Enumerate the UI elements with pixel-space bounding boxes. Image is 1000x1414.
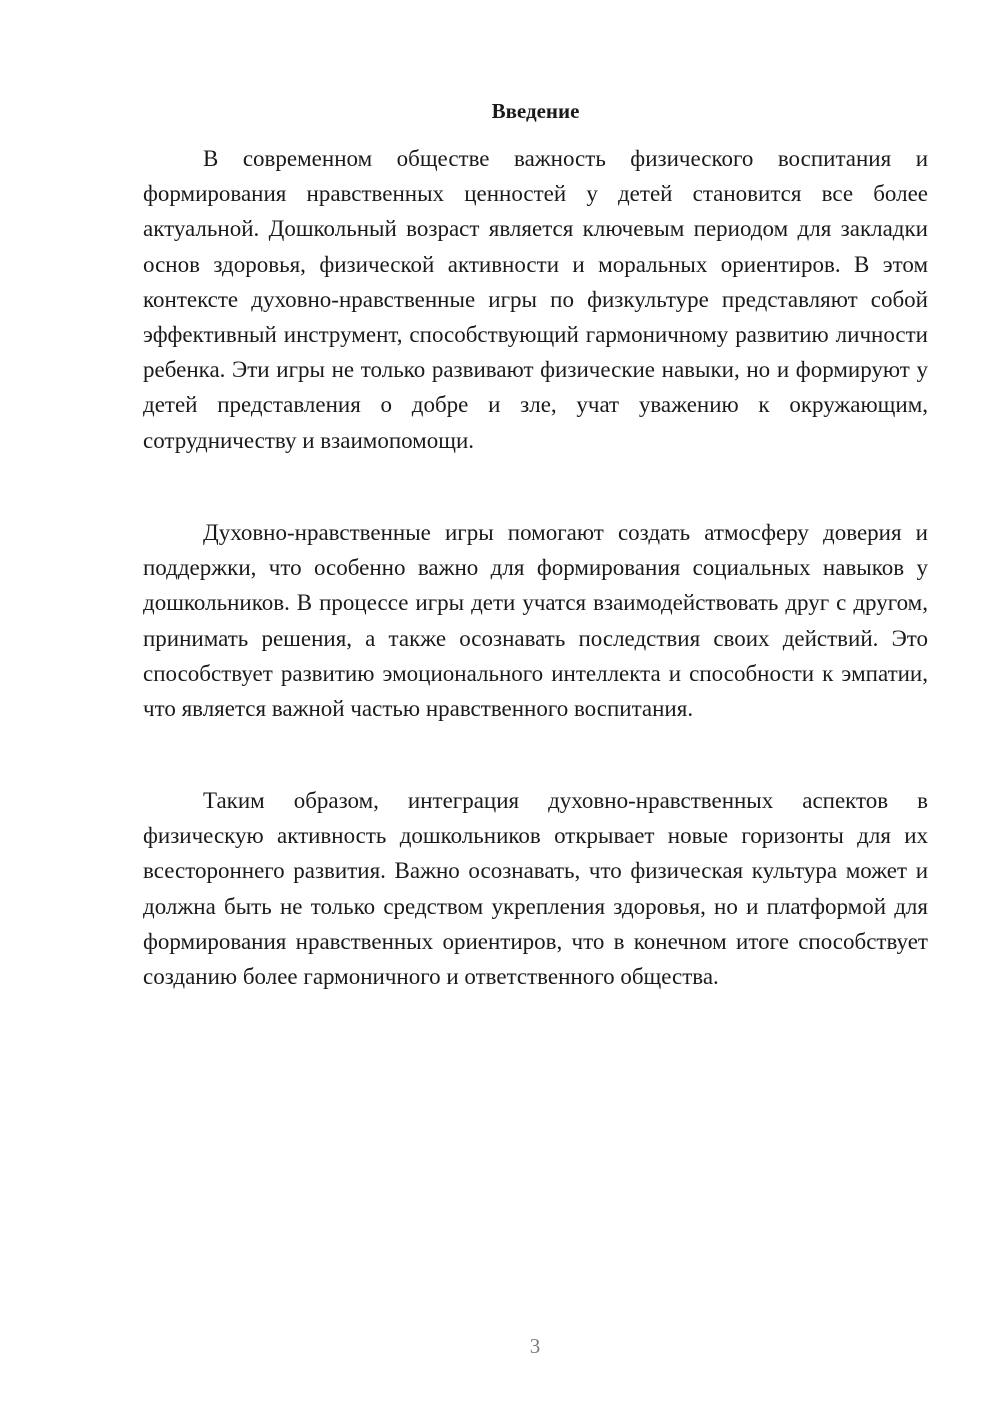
paragraph-3: Таким образом, интеграция духовно-нравственных аспектов в физическую активность дошкольников открывает новые горизонты для их всестороннего развития. Важно осознавать, что физическая культура может и должна быть не только средством укрепления здоровья, но и платформой для формирования нравственных ориентиров, что в конечном итоге способствует созданию более гармоничного и ответственного общества.: [143, 788, 928, 990]
paragraph-2: Духовно-нравственные игры помогают создать атмосферу доверия и поддержки, что особенно важно для формирования социальных навыков у дошкольников. В процессе игры дети учатся взаимодействовать друг с другом, принимать решения, а также осознавать последствия своих действий. Это способствует развитию эмоционального интеллекта и способности к эмпатии, что является важной частью нравственного воспитания.: [143, 520, 928, 722]
paragraph-1: В современном обществе важность физического воспитания и формирования нравственных ценностей у детей становится все более актуальной. Дошкольный возраст является ключевым периодом для закладки основ здоровья, физической активности и моральных ориентиров. В этом контексте духовно-нравственные игры по физкультуре представляют собой эффективный инструмент, способствующий гармоничному развитию личности ребенка. Эти игры не только развивают физические навыки, но и формируют у детей представления о добре и зле, учат уважению к окружающим, сотрудничеству и взаимопомощи.: [143, 146, 928, 453]
page-number: 3: [529, 1334, 541, 1358]
page-title: Введение: [491, 99, 580, 123]
